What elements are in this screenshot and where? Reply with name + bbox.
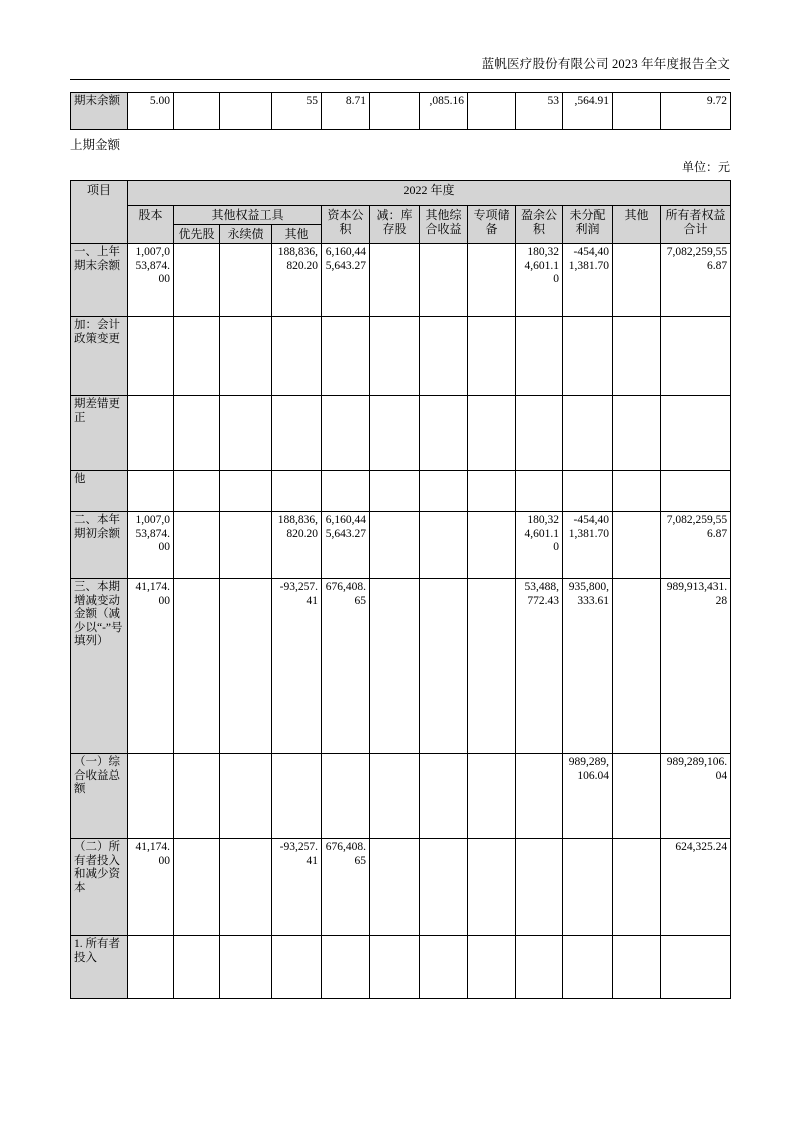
- cell: [174, 936, 220, 999]
- cell: [174, 244, 220, 317]
- cell: [613, 839, 661, 936]
- cell: 41,174.00: [128, 839, 174, 936]
- cell: 1,007,053,874.00: [128, 244, 174, 317]
- cell: 55: [272, 93, 322, 130]
- cell: 7,082,259,556.87: [661, 512, 731, 579]
- cell: [468, 396, 516, 471]
- cell: [272, 396, 322, 471]
- cell: [174, 93, 220, 130]
- cell: [322, 396, 370, 471]
- cell: [468, 471, 516, 512]
- cell: 676,408.65: [322, 579, 370, 754]
- main-table-body: [71, 244, 731, 999]
- cell: 989,289,106.04: [563, 754, 613, 839]
- column-header-treasury-stock: 减：库存股: [370, 206, 420, 244]
- cell: [174, 579, 220, 754]
- cell: [420, 754, 468, 839]
- cell: [370, 754, 420, 839]
- cell: [420, 512, 468, 579]
- cell: [613, 396, 661, 471]
- cell: [613, 936, 661, 999]
- cell: 180,324,601.10: [516, 244, 563, 317]
- cell: [468, 317, 516, 396]
- cell: [174, 839, 220, 936]
- column-header-other-instrument: 其他: [272, 225, 322, 244]
- cell: [174, 512, 220, 579]
- cell: [128, 317, 174, 396]
- cell: [468, 244, 516, 317]
- cell: [370, 317, 420, 396]
- cell: [563, 396, 613, 471]
- cell: [220, 754, 272, 839]
- column-header-surplus-reserve: 盈余公积: [516, 206, 563, 244]
- row-label: 三、本期增减变动金额（减少以“-”号填列）: [71, 579, 128, 754]
- row-label-closing-balance: 期末余额: [71, 93, 128, 130]
- cell: 9.72: [661, 93, 731, 130]
- table-row: [71, 93, 731, 130]
- cell: [420, 244, 468, 317]
- cell: -93,257.41: [272, 579, 322, 754]
- cell: [272, 471, 322, 512]
- cell: [322, 471, 370, 512]
- cell: [516, 754, 563, 839]
- table-row: [71, 244, 731, 317]
- cell: [128, 754, 174, 839]
- cell: 53,488,772.43: [516, 579, 563, 754]
- row-label: 二、本年期初余额: [71, 512, 128, 579]
- cell: [322, 936, 370, 999]
- cell: [420, 579, 468, 754]
- cell: [420, 936, 468, 999]
- cell: [563, 936, 613, 999]
- cell: [220, 936, 272, 999]
- cell: 989,289,106.04: [661, 754, 731, 839]
- cell: [516, 471, 563, 512]
- cell: [468, 936, 516, 999]
- cell: [563, 317, 613, 396]
- cell: -93,257.41: [272, 839, 322, 936]
- equity-change-table-fragment: [70, 92, 731, 130]
- cell: [661, 936, 731, 999]
- cell: [516, 936, 563, 999]
- cell: [661, 471, 731, 512]
- cell: [128, 936, 174, 999]
- cell: [370, 512, 420, 579]
- cell: 7,082,259,556.87: [661, 244, 731, 317]
- cell: 188,836,820.20: [272, 244, 322, 317]
- cell: 5.00: [128, 93, 174, 130]
- column-header-share-capital: 股本: [128, 206, 174, 244]
- top-fragment-table: [70, 92, 731, 130]
- cell: [516, 317, 563, 396]
- cell: [220, 396, 272, 471]
- cell: 1,007,053,874.00: [128, 512, 174, 579]
- cell: [613, 317, 661, 396]
- column-header-other-equity-instruments: 其他权益工具: [174, 206, 322, 225]
- column-header-total-equity: 所有者权益合计: [661, 206, 731, 244]
- column-header-preferred-stock: 优先股: [174, 225, 220, 244]
- cell: [174, 317, 220, 396]
- running-header-title: 蓝帆医疗股份有限公司 2023 年年度报告全文: [481, 57, 730, 71]
- cell: [516, 396, 563, 471]
- table-row: [71, 579, 731, 754]
- column-header-undistributed-profit: 未分配利润: [563, 206, 613, 244]
- cell: 180,324,601.10: [516, 512, 563, 579]
- column-header-capital-reserve: 资本公积: [322, 206, 370, 244]
- cell: [174, 396, 220, 471]
- column-header-other: 其他: [613, 206, 661, 244]
- table-row: [71, 839, 731, 936]
- cell: [661, 396, 731, 471]
- main-table-container: [70, 180, 731, 999]
- column-header-other-comprehensive-income: 其他综合收益: [420, 206, 468, 244]
- cell: [420, 471, 468, 512]
- cell: 676,408.65: [322, 839, 370, 936]
- cell: [468, 579, 516, 754]
- cell: [468, 512, 516, 579]
- cell: [174, 754, 220, 839]
- row-label: （一）综合收益总额: [71, 754, 128, 839]
- table-row: [71, 471, 731, 512]
- cell: [370, 839, 420, 936]
- cell: [174, 471, 220, 512]
- unit-note: 单位：元: [681, 160, 730, 174]
- cell: [370, 579, 420, 754]
- row-label: 他: [71, 471, 128, 512]
- cell: [272, 754, 322, 839]
- row-label: 加：会计政策变更: [71, 317, 128, 396]
- cell: [220, 317, 272, 396]
- cell: [613, 754, 661, 839]
- cell: ,085.16: [420, 93, 468, 130]
- cell: [613, 512, 661, 579]
- cell: [563, 839, 613, 936]
- cell: [468, 754, 516, 839]
- cell: [370, 244, 420, 317]
- cell: [613, 93, 661, 130]
- cell: [661, 317, 731, 396]
- cell: 935,800,333.61: [563, 579, 613, 754]
- cell: 989,913,431.28: [661, 579, 731, 754]
- cell: 53: [516, 93, 563, 130]
- cell: 624,325.24: [661, 839, 731, 936]
- cell: -454,401,381.70: [563, 244, 613, 317]
- cell: [322, 317, 370, 396]
- table-row: [71, 936, 731, 999]
- table-header-group-row: [71, 206, 731, 225]
- table-header-band-row: [71, 181, 731, 206]
- row-label: （二）所有者投入和减少资本: [71, 839, 128, 936]
- cell: [220, 512, 272, 579]
- cell: [128, 396, 174, 471]
- row-label: 一、上年期末余额: [71, 244, 128, 317]
- prev-period-amount-caption: 上期金额: [70, 138, 121, 152]
- cell: [370, 936, 420, 999]
- cell: [220, 839, 272, 936]
- equity-change-table-2022: [70, 180, 731, 999]
- cell: [420, 396, 468, 471]
- cell: 6,160,445,643.27: [322, 512, 370, 579]
- cell: [128, 471, 174, 512]
- cell: [468, 93, 516, 130]
- cell: [272, 936, 322, 999]
- cell: 41,174.00: [128, 579, 174, 754]
- cell: [220, 471, 272, 512]
- cell: [220, 244, 272, 317]
- table-row: [71, 512, 731, 579]
- row-label: 期差错更正: [71, 396, 128, 471]
- column-header-perpetual-bond: 永续债: [220, 225, 272, 244]
- cell: 8.71: [322, 93, 370, 130]
- row-label: 1. 所有者投入: [71, 936, 128, 999]
- cell: [516, 839, 563, 936]
- table-row: [71, 317, 731, 396]
- column-header-period: 2022 年度: [128, 181, 731, 206]
- cell: [613, 579, 661, 754]
- cell: [613, 244, 661, 317]
- cell: -454,401,381.70: [563, 512, 613, 579]
- table-row: [71, 754, 731, 839]
- cell: 6,160,445,643.27: [322, 244, 370, 317]
- column-header-item: 项目: [71, 181, 128, 244]
- header-divider-rule: [70, 79, 730, 80]
- table-row: [71, 396, 731, 471]
- cell: [370, 93, 420, 130]
- cell: [420, 317, 468, 396]
- cell: [563, 471, 613, 512]
- cell: [370, 396, 420, 471]
- cell: [370, 471, 420, 512]
- cell: ,564.91: [563, 93, 613, 130]
- cell: [272, 317, 322, 396]
- cell: [220, 579, 272, 754]
- column-header-special-reserve: 专项储备: [468, 206, 516, 244]
- cell: 188,836,820.20: [272, 512, 322, 579]
- cell: [420, 839, 468, 936]
- cell: [468, 839, 516, 936]
- cell: [613, 471, 661, 512]
- cell: [220, 93, 272, 130]
- cell: [322, 754, 370, 839]
